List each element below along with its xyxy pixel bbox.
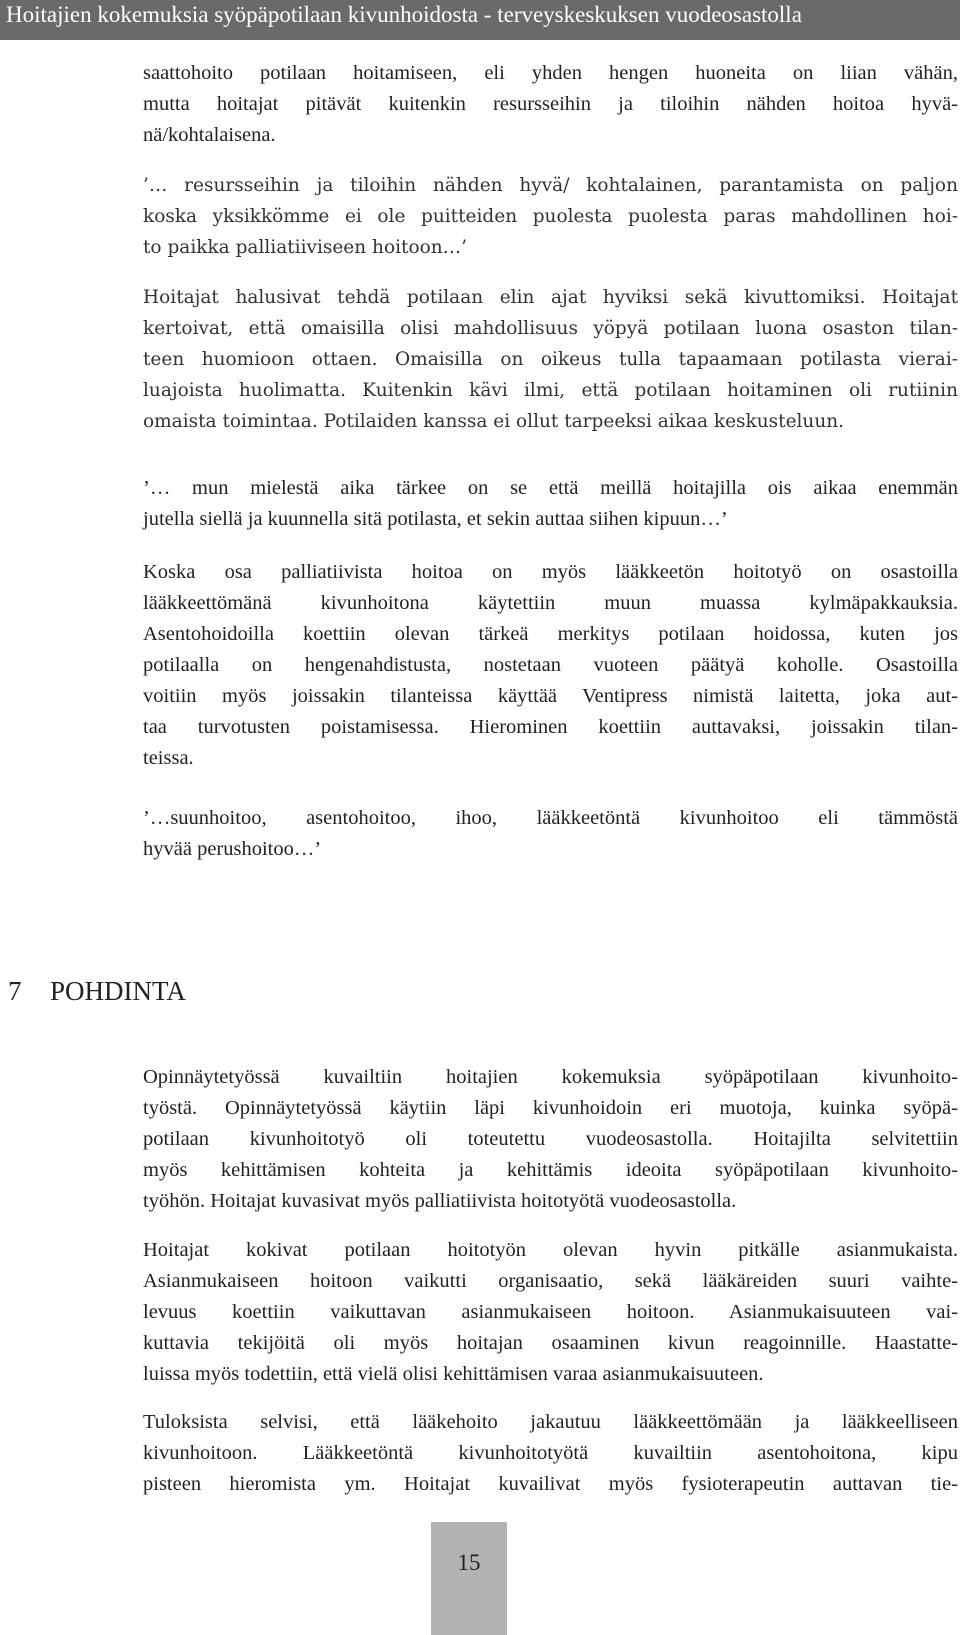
text-line: kertoivat, että omaisilla olisi mahdollisuus yöpyä potilaan luona osaston tilan-: [143, 318, 958, 339]
quote-2: [143, 473, 958, 535]
quote-line: hyvää perushoitoo…’: [143, 838, 322, 860]
text-line: levuus koettiin vaikuttavan asianmukaiseen hoitoon. Asianmukaisuuteen vai-: [143, 1301, 958, 1323]
quote-line: to paikka palliatiiviseen hoitoon…’: [143, 237, 468, 258]
text-line: nä/kohtalaisena.: [143, 124, 276, 146]
section-number: 7: [8, 976, 22, 1006]
text-line: voitiin myös joissakin tilanteissa käyttää Ventipress nimistä laitetta, joka aut-: [143, 685, 958, 707]
page-number-tab: [431, 1522, 507, 1635]
text-line: myös kehittämisen kohteita ja kehittämis ideoita syöpäpotilaan kivunhoito-: [143, 1159, 958, 1181]
text-line: luajoista huolimatta. Kuitenkin kävi ilmi, että potilaan hoitaminen oli rutiinin: [143, 380, 958, 401]
text-line: kuttavia tekijöitä oli myös hoitajan osaaminen kivun reagoinnille. Haastatte-: [143, 1332, 958, 1354]
text-line: teissa.: [143, 747, 194, 769]
text-line: lääkkeettömänä kivunhoitona käytettiin muun muassa kylmäpakkauksia.: [143, 592, 958, 614]
text-line: taa turvotusten poistamisessa. Hierominen koettiin auttavaksi, joissakin tilan-: [143, 716, 958, 738]
text-line: mutta hoitajat pitävät kuitenkin resursseihin ja tiloihin nähden hoitoa hyvä-: [143, 93, 958, 115]
quote-line: koska yksikkömme ei ole puitteiden puolesta puolesta paras mahdollinen hoi-: [143, 206, 958, 227]
text-line: teen huomioon ottaen. Omaisilla on oikeus tulla tapaamaan potilasta vierai-: [143, 349, 958, 370]
text-line: Koska osa palliatiivista hoitoa on myös lääkkeetön hoitotyö on osastoilla: [143, 561, 958, 583]
text-line: työhön. Hoitajat kuvasivat myös palliatiivista hoitotyötä vuodeosastolla.: [143, 1190, 737, 1212]
text-line: kivunhoitoon. Lääkkeetöntä kivunhoitotyötä kuvailtiin asentohoitona, kipu: [143, 1442, 958, 1464]
quote-line: ’… mun mielestä aika tärkee on se että meillä hoitajilla ois aikaa enemmän: [143, 477, 958, 499]
quote-line: jutella siellä ja kuunnella sitä potilasta, et sekin auttaa siihen kipuun…’: [143, 508, 728, 530]
text-line: Asianmukaiseen hoitoon vaikutti organisaatio, sekä lääkäreiden suuri vaihte-: [143, 1270, 958, 1292]
quote-1: [143, 170, 958, 263]
text-line: työstä. Opinnäytetyössä käytiin läpi kivunhoidoin eri muotoja, kuinka syöpä-: [143, 1097, 958, 1119]
section-title: POHDINTA: [50, 976, 186, 1006]
page-number: 15: [457, 1550, 481, 1575]
running-header: [0, 0, 960, 40]
paragraph-5: [143, 1235, 958, 1390]
text-line: potilaan kivunhoitotyö oli toteutettu vuodeosastolla. Hoitajilta selvitettiin: [143, 1128, 958, 1150]
quote-line: ’…suunhoitoo, asentohoitoo, ihoo, lääkkeetöntä kivunhoitoo eli tämmöstä: [143, 807, 958, 829]
text-line: Opinnäytetyössä kuvailtiin hoitajien kokemuksia syöpäpotilaan kivunhoito-: [143, 1066, 958, 1088]
text-line: luissa myös todettiin, että vielä olisi kehittämisen varaa asianmukaisuuteen.: [143, 1363, 764, 1385]
text-line: Tuloksista selvisi, että lääkehoito jakautuu lääkkeettömään ja lääkkeelliseen: [143, 1411, 958, 1433]
paragraph-3: [143, 557, 958, 774]
text-line: Hoitajat halusivat tehdä potilaan elin ajat hyviksi sekä kivuttomiksi. Hoitajat: [143, 287, 958, 308]
text-line: Hoitajat kokivat potilaan hoitotyön olevan hyvin pitkälle asianmukaista.: [143, 1239, 958, 1261]
paragraph-4: [143, 1062, 958, 1217]
text-line: potilaalla on hengenahdistusta, nostetaan vuoteen päätyä koholle. Osastoilla: [143, 654, 958, 676]
paragraph-6: [143, 1407, 958, 1500]
quote-3: [143, 803, 958, 865]
paragraph-1: [143, 58, 958, 151]
text-line: Asentohoidoilla koettiin olevan tärkeä merkitys potilaan hoidossa, kuten jos: [143, 623, 958, 645]
section-heading: [8, 976, 186, 1007]
paragraph-2: [143, 282, 958, 437]
text-line: omaista toimintaa. Potilaiden kanssa ei ollut tarpeeksi aikaa keskusteluun.: [143, 411, 845, 432]
quote-line: ’… resursseihin ja tiloihin nähden hyvä/ kohtalainen, parantamista on paljon: [143, 175, 958, 196]
text-line: saattohoito potilaan hoitamiseen, eli yhden hengen huoneita on liian vähän,: [143, 62, 958, 84]
text-line: pisteen hieromista ym. Hoitajat kuvailivat myös fysioterapeutin auttavan tie-: [143, 1473, 958, 1495]
running-header-title: Hoitajien kokemuksia syöpäpotilaan kivunhoidosta - terveyskeskuksen vuodeosastolla: [6, 2, 802, 27]
